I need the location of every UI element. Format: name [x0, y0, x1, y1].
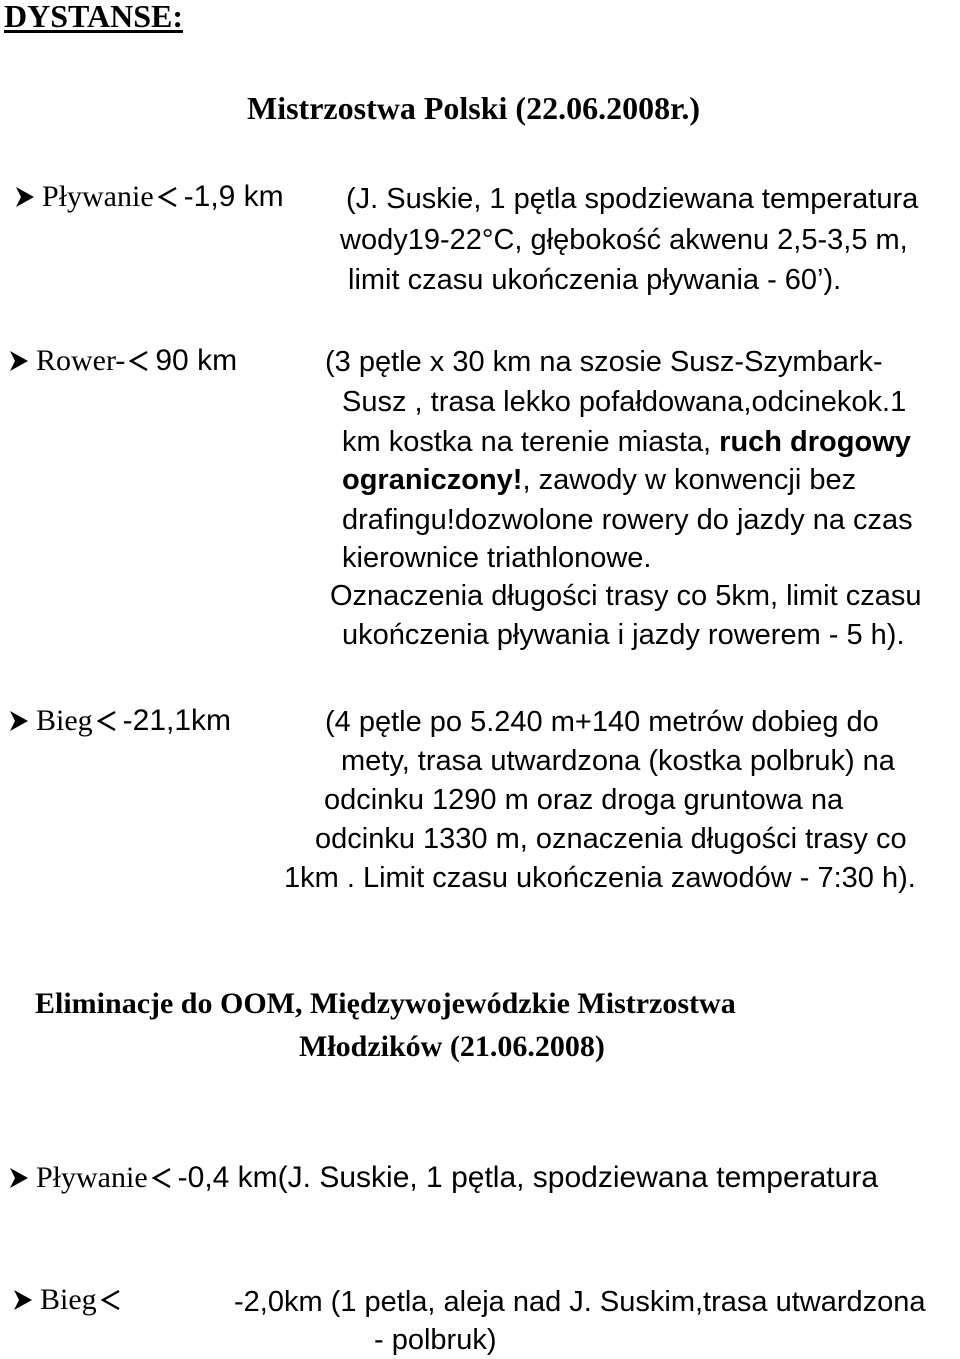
race2-run-item [12, 1285, 127, 1315]
race2-run-text: -2,0km (1 petla, aleja nad J. Suskim,trasa utwardzona [234, 1286, 926, 1318]
less-than-marker-icon [152, 1167, 172, 1189]
race1-bike-line-3-text: km kostka na terenie miasta, [342, 426, 720, 458]
race1-bike-item [8, 346, 237, 376]
section-title: DYSTANSE: [4, 0, 183, 34]
race2-swim-item [8, 1163, 878, 1193]
race2-run-label: Bieg [40, 1283, 97, 1316]
less-than-marker-icon [101, 1289, 121, 1311]
race1-swim-line-2: wody19-22°C, głębokość akwenu 2,5-3,5 m, [340, 224, 908, 256]
race1-run-label: Bieg [36, 704, 93, 737]
race1-swim-item [14, 182, 284, 212]
race1-swim-line-1: (J. Suskie, 1 pętla spodziewana temperatura [346, 183, 919, 215]
race1-title: Mistrzostwa Polski (22.06.2008r.) [247, 90, 700, 126]
race1-run-line-4: odcinku 1330 m, oznaczenia długości trasy co [315, 823, 907, 855]
race1-bike-traffic-note-end: ograniczony! [342, 464, 523, 496]
race1-bike-line-7: Oznaczenia długości trasy co 5km, limit czasu [330, 580, 922, 612]
race1-bike-line-4-text: , zawody w konwencji bez [522, 464, 857, 496]
arrowhead-bullet-icon [8, 709, 30, 733]
race1-bike-traffic-note: ruch drogowy [719, 426, 911, 458]
race1-run-line-3: odcinku 1290 m oraz droga gruntowa na [324, 784, 844, 816]
race2-title-line-1: Eliminacje do OOM, Międzywojewódzkie Mistrzostwa [35, 987, 736, 1020]
less-than-marker-icon [97, 710, 117, 732]
race1-swim-label: Pływanie [42, 180, 154, 213]
race1-run-distance: -21,1km [122, 704, 232, 737]
race1-run-item [8, 706, 231, 736]
race1-bike-line-4 [342, 466, 856, 495]
race1-bike-line-2: Susz , trasa lekko pofałdowana,odcinekok.1 [342, 386, 907, 418]
race1-swim-line-3: limit czasu ukończenia pływania - 60’). [348, 264, 842, 296]
race1-bike-distance: 90 km [155, 344, 238, 377]
race1-bike-label: Rower- [36, 344, 126, 377]
race2-title-line-2: Młodzików (21.06.2008) [299, 1030, 605, 1063]
race1-bike-line-5: drafingu!dozwolone rowery do jazdy na czas [342, 504, 913, 536]
race2-swim-label: Pływanie [36, 1161, 148, 1194]
less-than-marker-icon [129, 350, 149, 372]
race1-run-line-1: (4 pętle po 5.240 m+140 metrów dobieg do [325, 706, 879, 738]
race1-run-line-5: 1km . Limit czasu ukończenia zawodów - 7:30 h). [284, 862, 916, 894]
race1-swim-distance: -1,9 km [183, 180, 284, 213]
race1-bike-line-6: kierownice triathlonowe. [342, 542, 652, 574]
race1-bike-line-1: (3 pętle x 30 km na szosie Susz-Szymbark- [325, 346, 883, 378]
race2-swim-text: -0,4 km(J. Suskie, 1 pętla, spodziewana temperatura [177, 1161, 878, 1194]
race1-run-line-2: mety, trasa utwardzona (kostka polbruk) na [341, 745, 895, 777]
race1-bike-line-3 [342, 428, 911, 457]
less-than-marker-icon [158, 186, 178, 208]
race2-run-text-2: - polbruk) [374, 1324, 497, 1356]
arrowhead-bullet-icon [8, 1166, 30, 1190]
arrowhead-bullet-icon [8, 349, 30, 373]
arrowhead-bullet-icon [14, 185, 36, 209]
arrowhead-bullet-icon [12, 1288, 34, 1312]
race1-bike-line-8: ukończenia pływania i jazdy rowerem - 5 h). [342, 619, 905, 651]
